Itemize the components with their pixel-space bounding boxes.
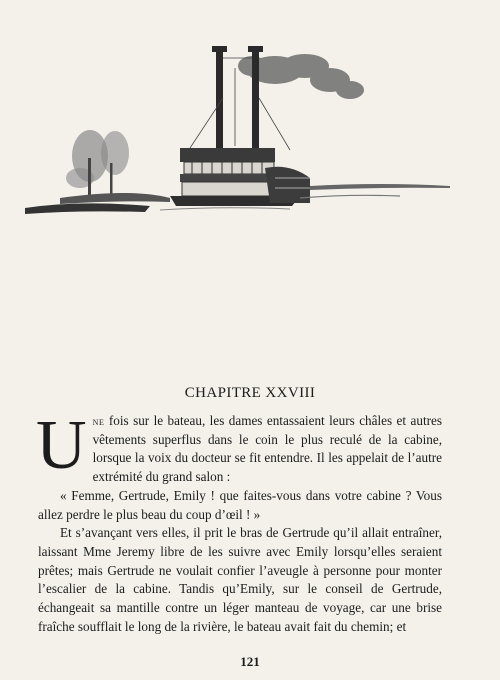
body-text bbox=[36, 407, 442, 636]
paragraph-1 bbox=[36, 407, 442, 487]
first-word-rest: ne bbox=[92, 414, 105, 428]
paragraph-2: « Femme, Gertrude, Emily ! que faites-vous dans votre cabine ? Vous allez perdre le plus beau du coup d’œil ! » bbox=[38, 487, 442, 522]
steamboat-illustration bbox=[20, 38, 470, 228]
chapter-title: CHAPITRE XXVIII bbox=[184, 385, 316, 401]
smokestacks bbox=[212, 46, 263, 150]
paragraph-3: Et s’avançant vers elles, il prit le bras de Gertrude qu’il allait entraîner, laissant Mme Jeremy libre de les suivre avec Emily lorsqu’elles seraient prêtes; mais Gertrude ne voulait confier l’aveugle à personne pour monter l’escalier de la cabine. Tandis qu’Emily, sur le conseil de Gertrude, échangeait sa mantille contre un léger manteau de voyage, car une brise fraîche soufflait le long de la rivière, le bateau avait fait du chemin; et bbox=[38, 525, 442, 634]
paragraph-1-text: fois sur le bateau, les dames entassaient leurs châles et autres vêtements superflus dans le coin le plus reculé de la cabine, lorsque la voix du docteur se fit entendre. Il les appelait de l’autre extrémité du grand salon : bbox=[92, 413, 442, 485]
drop-cap: U bbox=[36, 407, 87, 484]
steamboat bbox=[170, 148, 310, 206]
riverbank-trees bbox=[66, 130, 129, 196]
page-number: 121 bbox=[240, 654, 260, 669]
